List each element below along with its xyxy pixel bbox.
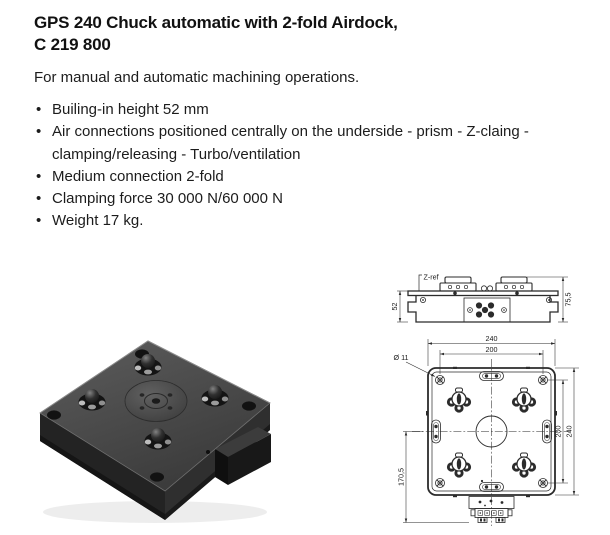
product-subtitle: For manual and automatic machining operations. — [34, 69, 360, 86]
side-view-drawing — [390, 256, 582, 334]
dim-total-height-label: 75,5 — [563, 292, 573, 307]
feature-item-air-connections: • Air connections positioned centrally on the underside - prism - Z-claing - clamping/releasing - Turbo/ventilation — [34, 121, 554, 166]
side-view-geometry — [397, 272, 568, 322]
feature-item-build-height: • Builing-in height 52 mm — [34, 99, 554, 121]
photo-chuck-body — [40, 341, 271, 523]
dim-outer-height-label: 240 — [564, 425, 574, 438]
feature-list — [34, 99, 554, 233]
photo-center-plate — [125, 381, 187, 422]
feature-item-medium-connection: • Medium connection 2-fold — [34, 166, 554, 188]
dim-z-ref-label: Z-ref — [423, 272, 439, 282]
product-code: C 219 800 — [34, 35, 111, 54]
dim-connector-offset-label: 170,5 — [396, 468, 406, 486]
product-header — [34, 12, 574, 88]
dim-outer-width-label: 240 — [485, 334, 498, 344]
dim-inner-height-label: 200 — [553, 425, 563, 438]
dim-build-height-label: 52 — [390, 302, 399, 311]
feature-item-weight: • Weight 17 kg. — [34, 210, 554, 232]
top-view-drawing — [392, 333, 588, 535]
dim-hole-diameter-label: Ø 11 — [393, 353, 409, 362]
feature-item-clamping-force: • Clamping force 30 000 N/60 000 N — [34, 188, 554, 210]
dim-inner-width-label: 200 — [485, 344, 498, 354]
product-photo — [30, 331, 276, 525]
product-title — [34, 12, 574, 56]
product-title-line1: GPS 240 Chuck automatic with 2-fold Airdock, — [34, 13, 398, 32]
